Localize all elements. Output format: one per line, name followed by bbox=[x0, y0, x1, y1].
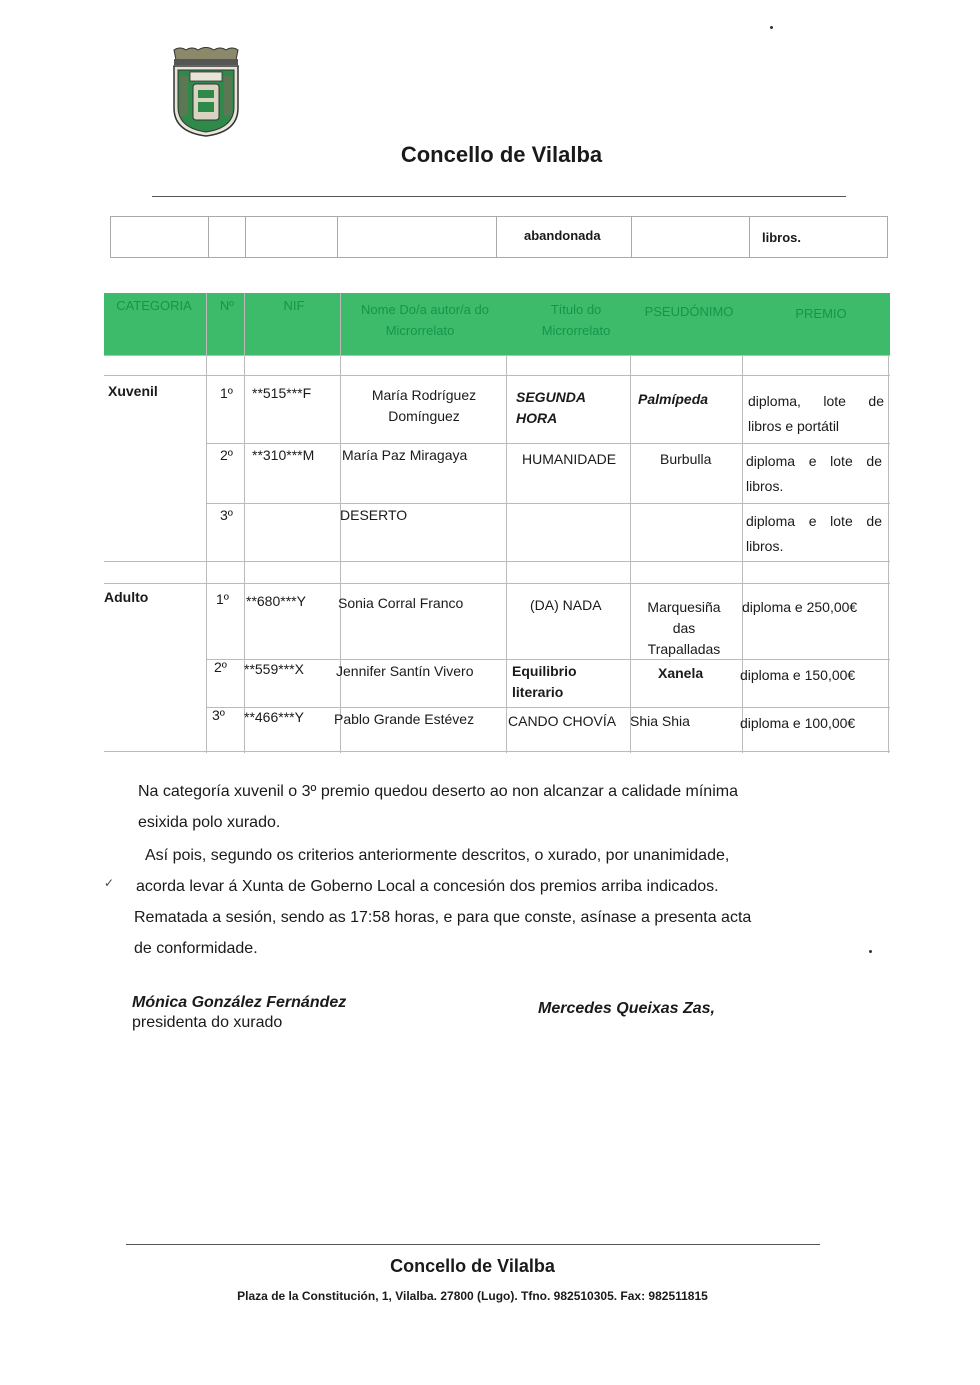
table-header-row bbox=[104, 293, 890, 355]
header-autor-line: Microrrelato bbox=[385, 323, 455, 338]
table-row-premio bbox=[748, 391, 884, 437]
table-row-autor bbox=[344, 385, 504, 427]
pseudonimo-line: Marquesiña bbox=[647, 599, 721, 615]
header-autor-line: Nome Do/a autor/a do bbox=[361, 302, 489, 317]
titulo-line: SEGUNDA bbox=[516, 389, 587, 405]
previous-table-row bbox=[110, 216, 888, 258]
category-adulto: Adulto bbox=[104, 589, 149, 605]
previous-row-cell: libros. bbox=[762, 230, 802, 245]
table-row-number: 3º bbox=[220, 507, 233, 523]
premio-line: diploma e lote de bbox=[746, 453, 882, 469]
titulo-line: Equilibrio bbox=[512, 663, 577, 679]
table-row-premio: diploma e 100,00€ bbox=[740, 715, 856, 731]
premio-line: libros e portátil bbox=[748, 418, 840, 434]
table-row-pseudonimo bbox=[632, 597, 736, 660]
header-titulo bbox=[516, 299, 636, 341]
table-row-premio: diploma e 150,00€ bbox=[740, 667, 856, 683]
header-nif: NIF bbox=[283, 298, 305, 313]
table-row-number: 2º bbox=[220, 447, 233, 463]
table-row-nif: **310***M bbox=[252, 447, 315, 463]
header-titulo-line: Título do bbox=[550, 302, 602, 317]
footer-rule bbox=[126, 1244, 820, 1245]
paragraph-deserted bbox=[138, 776, 738, 838]
table-row-autor: Pablo Grande Estévez bbox=[334, 711, 475, 727]
titulo-line: HORA bbox=[516, 410, 558, 426]
scan-speck bbox=[770, 26, 773, 29]
table-row-nif: **466***Y bbox=[244, 709, 304, 725]
paragraph-line: Así pois, segundo os criterios anteriormente descritos, o xurado, por unanimidade, bbox=[145, 847, 730, 864]
paragraph-closing bbox=[134, 902, 751, 964]
category-xuvenil: Xuvenil bbox=[108, 383, 158, 399]
paragraph-line: acorda levar á Xunta de Goberno Local a concesión dos premios arriba indicados. bbox=[136, 878, 719, 895]
table-row-number: 3º bbox=[212, 707, 225, 723]
header-premio: PREMIO bbox=[795, 306, 847, 321]
header-pseudonimo: PSEUDÓNIMO bbox=[644, 304, 734, 319]
table-row-autor: María Paz Miragaya bbox=[342, 447, 468, 463]
autor-line: Domínguez bbox=[388, 408, 460, 424]
pseudonimo-line: das bbox=[672, 620, 696, 636]
table-row-pseudonimo: Palmípeda bbox=[638, 391, 709, 407]
table-row-premio bbox=[746, 451, 882, 497]
table-row-titulo: (DA) NADA bbox=[530, 597, 602, 613]
table-row-pseudonimo: Xanela bbox=[658, 665, 704, 681]
signatory-secretary-name: Mercedes Queixas Zas, bbox=[538, 1000, 715, 1017]
paragraph-line: Na categoría xuvenil o 3º premio quedou deserto ao non alcanzar a calidade mínima bbox=[138, 783, 738, 800]
page-title: Concello de Vilalba bbox=[400, 142, 603, 167]
premio-line: libros. bbox=[746, 538, 784, 554]
table-row-number: 2º bbox=[214, 659, 227, 675]
premio-line: diploma, lote de bbox=[748, 393, 884, 409]
table-row-premio bbox=[746, 511, 882, 557]
scan-speck bbox=[869, 950, 872, 953]
table-row-titulo: CANDO CHOVÍA bbox=[508, 713, 617, 729]
premio-line: diploma e lote de bbox=[746, 513, 882, 529]
table-row-titulo: HUMANIDADE bbox=[522, 451, 617, 467]
table-row-pseudonimo: Shia Shia bbox=[630, 713, 690, 729]
table-row-number: 1º bbox=[220, 385, 233, 401]
paragraph-line: esixida polo xurado. bbox=[138, 814, 281, 831]
premio-line: libros. bbox=[746, 478, 784, 494]
table-row-nif: **515***F bbox=[252, 385, 312, 401]
footer-address: Plaza de la Constitución, 1, Vilalba. 27800 (Lugo). Tfno. 982510305. Fax: 982511815 bbox=[237, 1289, 708, 1303]
table-row-autor: DESERTO bbox=[340, 507, 408, 523]
table-row-number: 1º bbox=[216, 591, 229, 607]
paragraph-line: Rematada a sesión, sendo as 17:58 horas, e para que conste, asínase a presenta acta bbox=[134, 909, 752, 926]
paragraph-line: de conformidade. bbox=[134, 940, 258, 957]
footer-title: Concello de Vilalba bbox=[390, 1256, 555, 1276]
header-numero: Nº bbox=[219, 298, 235, 313]
table-row-premio: diploma e 250,00€ bbox=[742, 599, 858, 615]
autor-line: María Rodríguez bbox=[371, 387, 477, 403]
header-titulo-line: Microrrelato bbox=[541, 323, 611, 338]
header-autor bbox=[340, 299, 510, 341]
signatory-president-role: presidenta do xurado bbox=[132, 1014, 283, 1031]
titulo-line: literario bbox=[512, 684, 564, 700]
table-row-nif: **680***Y bbox=[246, 593, 306, 609]
previous-row-cell: abandonada bbox=[524, 228, 601, 243]
table-row-pseudonimo: Burbulla bbox=[660, 451, 712, 467]
paragraph-agreement bbox=[136, 840, 729, 902]
header-rule bbox=[152, 196, 846, 197]
check-mark: ✓ bbox=[104, 876, 115, 890]
municipal-crest-logo bbox=[166, 46, 246, 138]
awards-table bbox=[104, 293, 890, 753]
table-row-autor: Sonia Corral Franco bbox=[338, 595, 464, 611]
table-row-titulo bbox=[512, 661, 577, 703]
signatory-president-name: Mónica González Fernández bbox=[132, 994, 347, 1011]
table-row-nif: **559***X bbox=[244, 661, 304, 677]
table-row-titulo bbox=[516, 387, 586, 429]
pseudonimo-line: Trapalladas bbox=[647, 641, 721, 657]
header-categoria: CATEGORIA bbox=[116, 298, 192, 313]
table-row-autor: Jennifer Santín Vivero bbox=[336, 663, 474, 679]
